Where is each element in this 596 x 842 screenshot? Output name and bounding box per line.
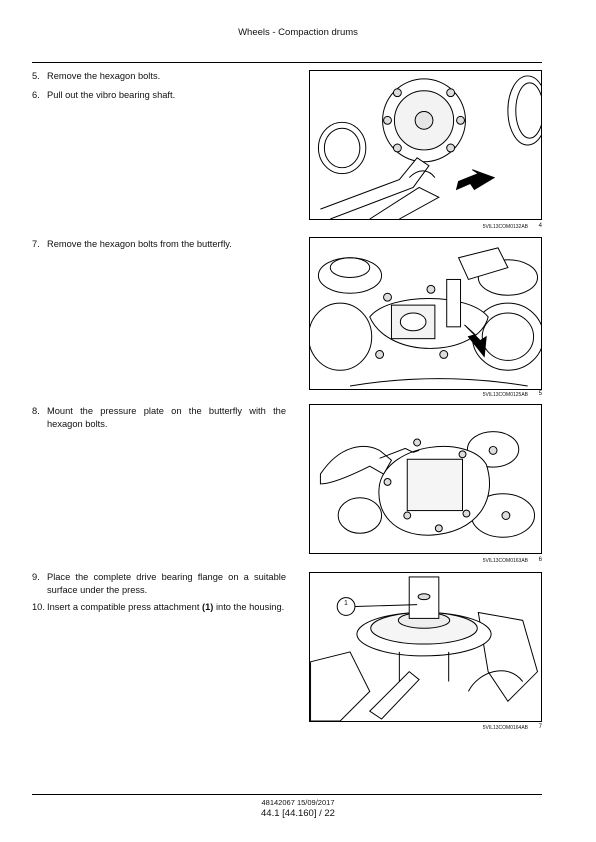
figure-7-illustration <box>309 572 542 722</box>
step-text: Mount the pressure plate on the butterfly with the hexagon bolts. <box>47 406 286 429</box>
figure-code: 5VIL13COM0164AB <box>482 725 528 731</box>
figure-number: 5 <box>538 391 542 397</box>
figure-4-caption <box>309 224 542 232</box>
figure-number: 6 <box>538 557 542 563</box>
figure-code: 5VIL13COM0125AB <box>482 392 528 398</box>
step-number: 9. <box>32 572 40 582</box>
step-10 <box>32 601 286 614</box>
part-reference: (1) <box>202 602 214 612</box>
header-divider <box>32 62 542 63</box>
step-number: 7. <box>32 239 40 249</box>
step-number: 10. <box>32 602 45 612</box>
step-text: Remove the hexagon bolts from the butterfly. <box>47 239 232 249</box>
figure-code: 5VIL13COM0132AB <box>482 224 528 230</box>
figure-6-illustration <box>309 404 542 554</box>
step-text: Place the complete drive bearing flange on a suitable surface under the press. <box>47 572 286 595</box>
figure-5-illustration <box>309 237 542 390</box>
step-text: Remove the hexagon bolts. <box>47 71 161 81</box>
step-9 <box>32 571 286 596</box>
footer-divider <box>32 794 542 795</box>
callout-1-label: 1 <box>344 600 348 607</box>
footer-doc-reference: 48142067 15/09/2017 <box>261 798 335 807</box>
figure-7-caption <box>309 725 542 733</box>
figure-code: 5VIL13COM0163AB <box>482 558 528 564</box>
step-5 <box>32 70 286 83</box>
step-8 <box>32 405 286 430</box>
page-header-title: Wheels - Compaction drums <box>238 27 358 38</box>
step-text: Insert a compatible press attachment (1) into the housing. <box>47 602 285 612</box>
figure-number: 4 <box>538 223 542 229</box>
figure-6-caption <box>309 558 542 566</box>
step-text: Pull out the vibro bearing shaft. <box>47 90 176 100</box>
figure-4-illustration <box>309 70 542 220</box>
step-number: 5. <box>32 71 40 81</box>
step-number: 8. <box>32 406 40 416</box>
step-6 <box>32 89 286 102</box>
step-7 <box>32 238 286 251</box>
footer-page-number: 44.1 [44.160] / 22 <box>261 808 335 819</box>
step-number: 6. <box>32 90 40 100</box>
figure-5-caption <box>309 392 542 400</box>
figure-number: 7 <box>538 724 542 730</box>
